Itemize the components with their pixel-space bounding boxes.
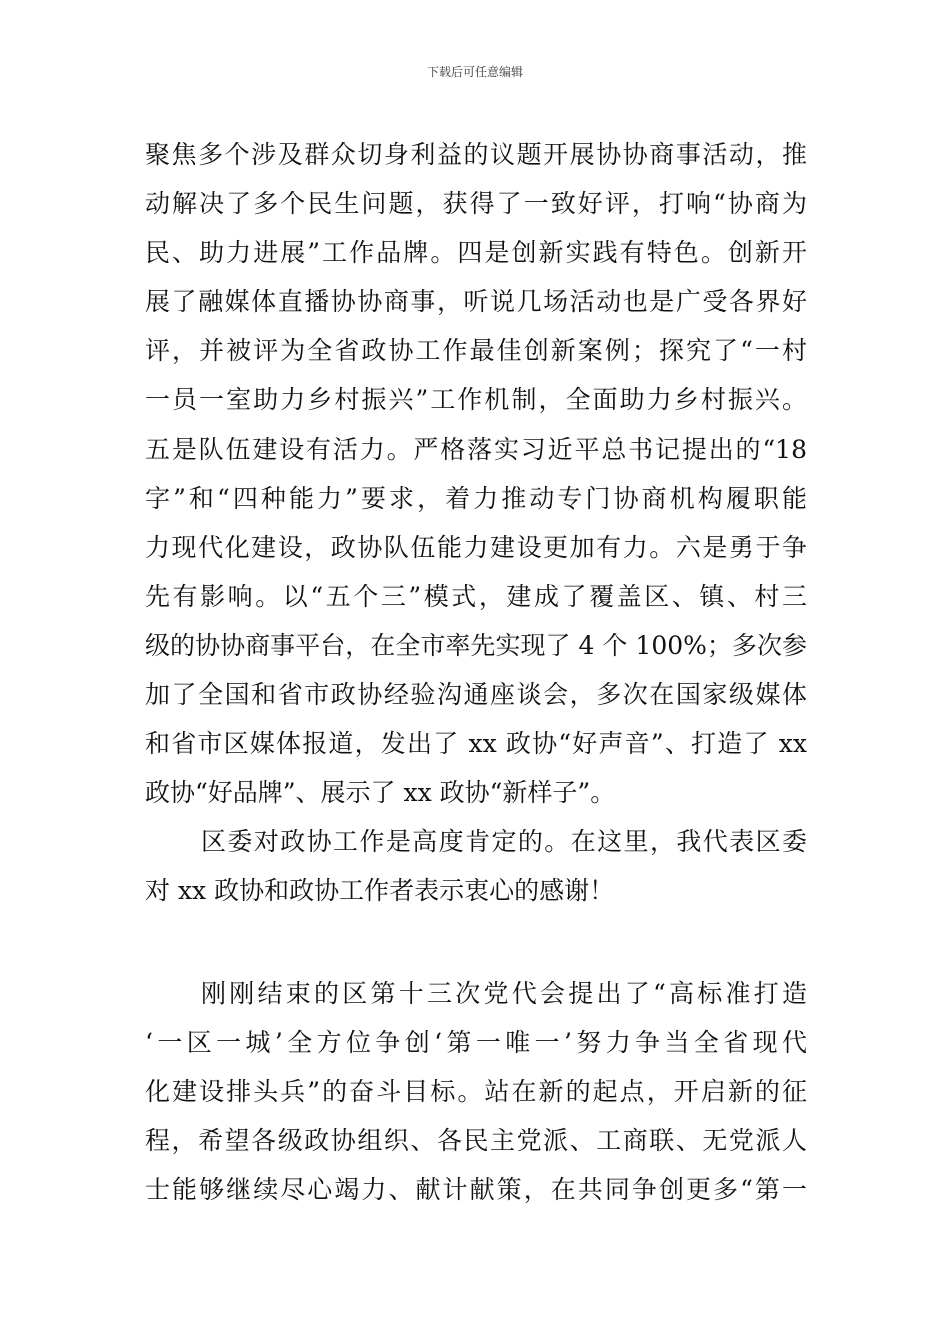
text-line: 化建设排头兵”的奋斗目标。站在新的起点，开启新的征 [145,1076,807,1106]
text-line: 程，希望各级政协组织、各民主党派、工商联、无党派人 [145,1125,807,1155]
paragraph-thanks [145,817,807,915]
page-header-note: 下载后可任意编辑 [426,65,523,79]
text-line: 五是队伍建设有活力。严格落实习近平总书记提出的“18 [145,434,807,464]
text-line: ‘一区一城’全方位争创‘第一唯一’努力争当全省现代 [145,1027,807,1057]
text-line: 字”和“四种能力”要求，着力推动专门协商机构履职能 [145,483,807,513]
document-body [145,130,807,1214]
text-line: 政协“好品牌”、展示了 xx 政协“新样子”。 [145,778,616,808]
text-line: 聚焦多个涉及群众切身利益的议题开展协协商事活动，推 [145,140,807,169]
text-line: 加了全国和省市政协经验沟通座谈会，多次在国家级媒体 [145,680,807,710]
paragraph-gap [145,916,807,969]
text-line: 区委对政协工作是高度肯定的。在这里，我代表区委 [201,827,807,857]
text-line: 级的协协商事平台，在全市率先实现了 4 个 100%；多次参 [145,630,807,660]
text-line: 刚刚结束的区第十三次党代会提出了“高标准打造 [201,978,807,1008]
text-line: 力现代化建设，政协队伍能力建设更加有力。六是勇于争 [145,532,807,562]
text-line: 士能够继续尽心竭力、献计献策，在共同争创更多“第一 [145,1174,807,1204]
text-line: 动解决了多个民生问题，获得了一致好评，打响“协商为 [145,189,807,219]
paragraph-goals [145,969,807,1214]
text-line: 对 xx 政协和政协工作者表示衷心的感谢！ [145,876,615,906]
text-line: 展了融媒体直播协协商事，听说几场活动也是广受各界好 [145,287,807,317]
text-line: 和省市区媒体报道，发出了 xx 政协“好声音”、打造了 xx [145,729,807,759]
text-line: 一员一室助力乡村振兴”工作机制，全面助力乡村振兴。 [145,385,807,415]
text-line: 评，并被评为全省政协工作最佳创新案例；探究了“一村 [145,336,807,366]
paragraph-achievements [145,130,807,817]
text-line: 民、助力进展”工作品牌。四是创新实践有特色。创新开 [145,238,807,268]
text-line: 先有影响。以“五个三”模式，建成了覆盖区、镇、村三 [145,581,807,611]
